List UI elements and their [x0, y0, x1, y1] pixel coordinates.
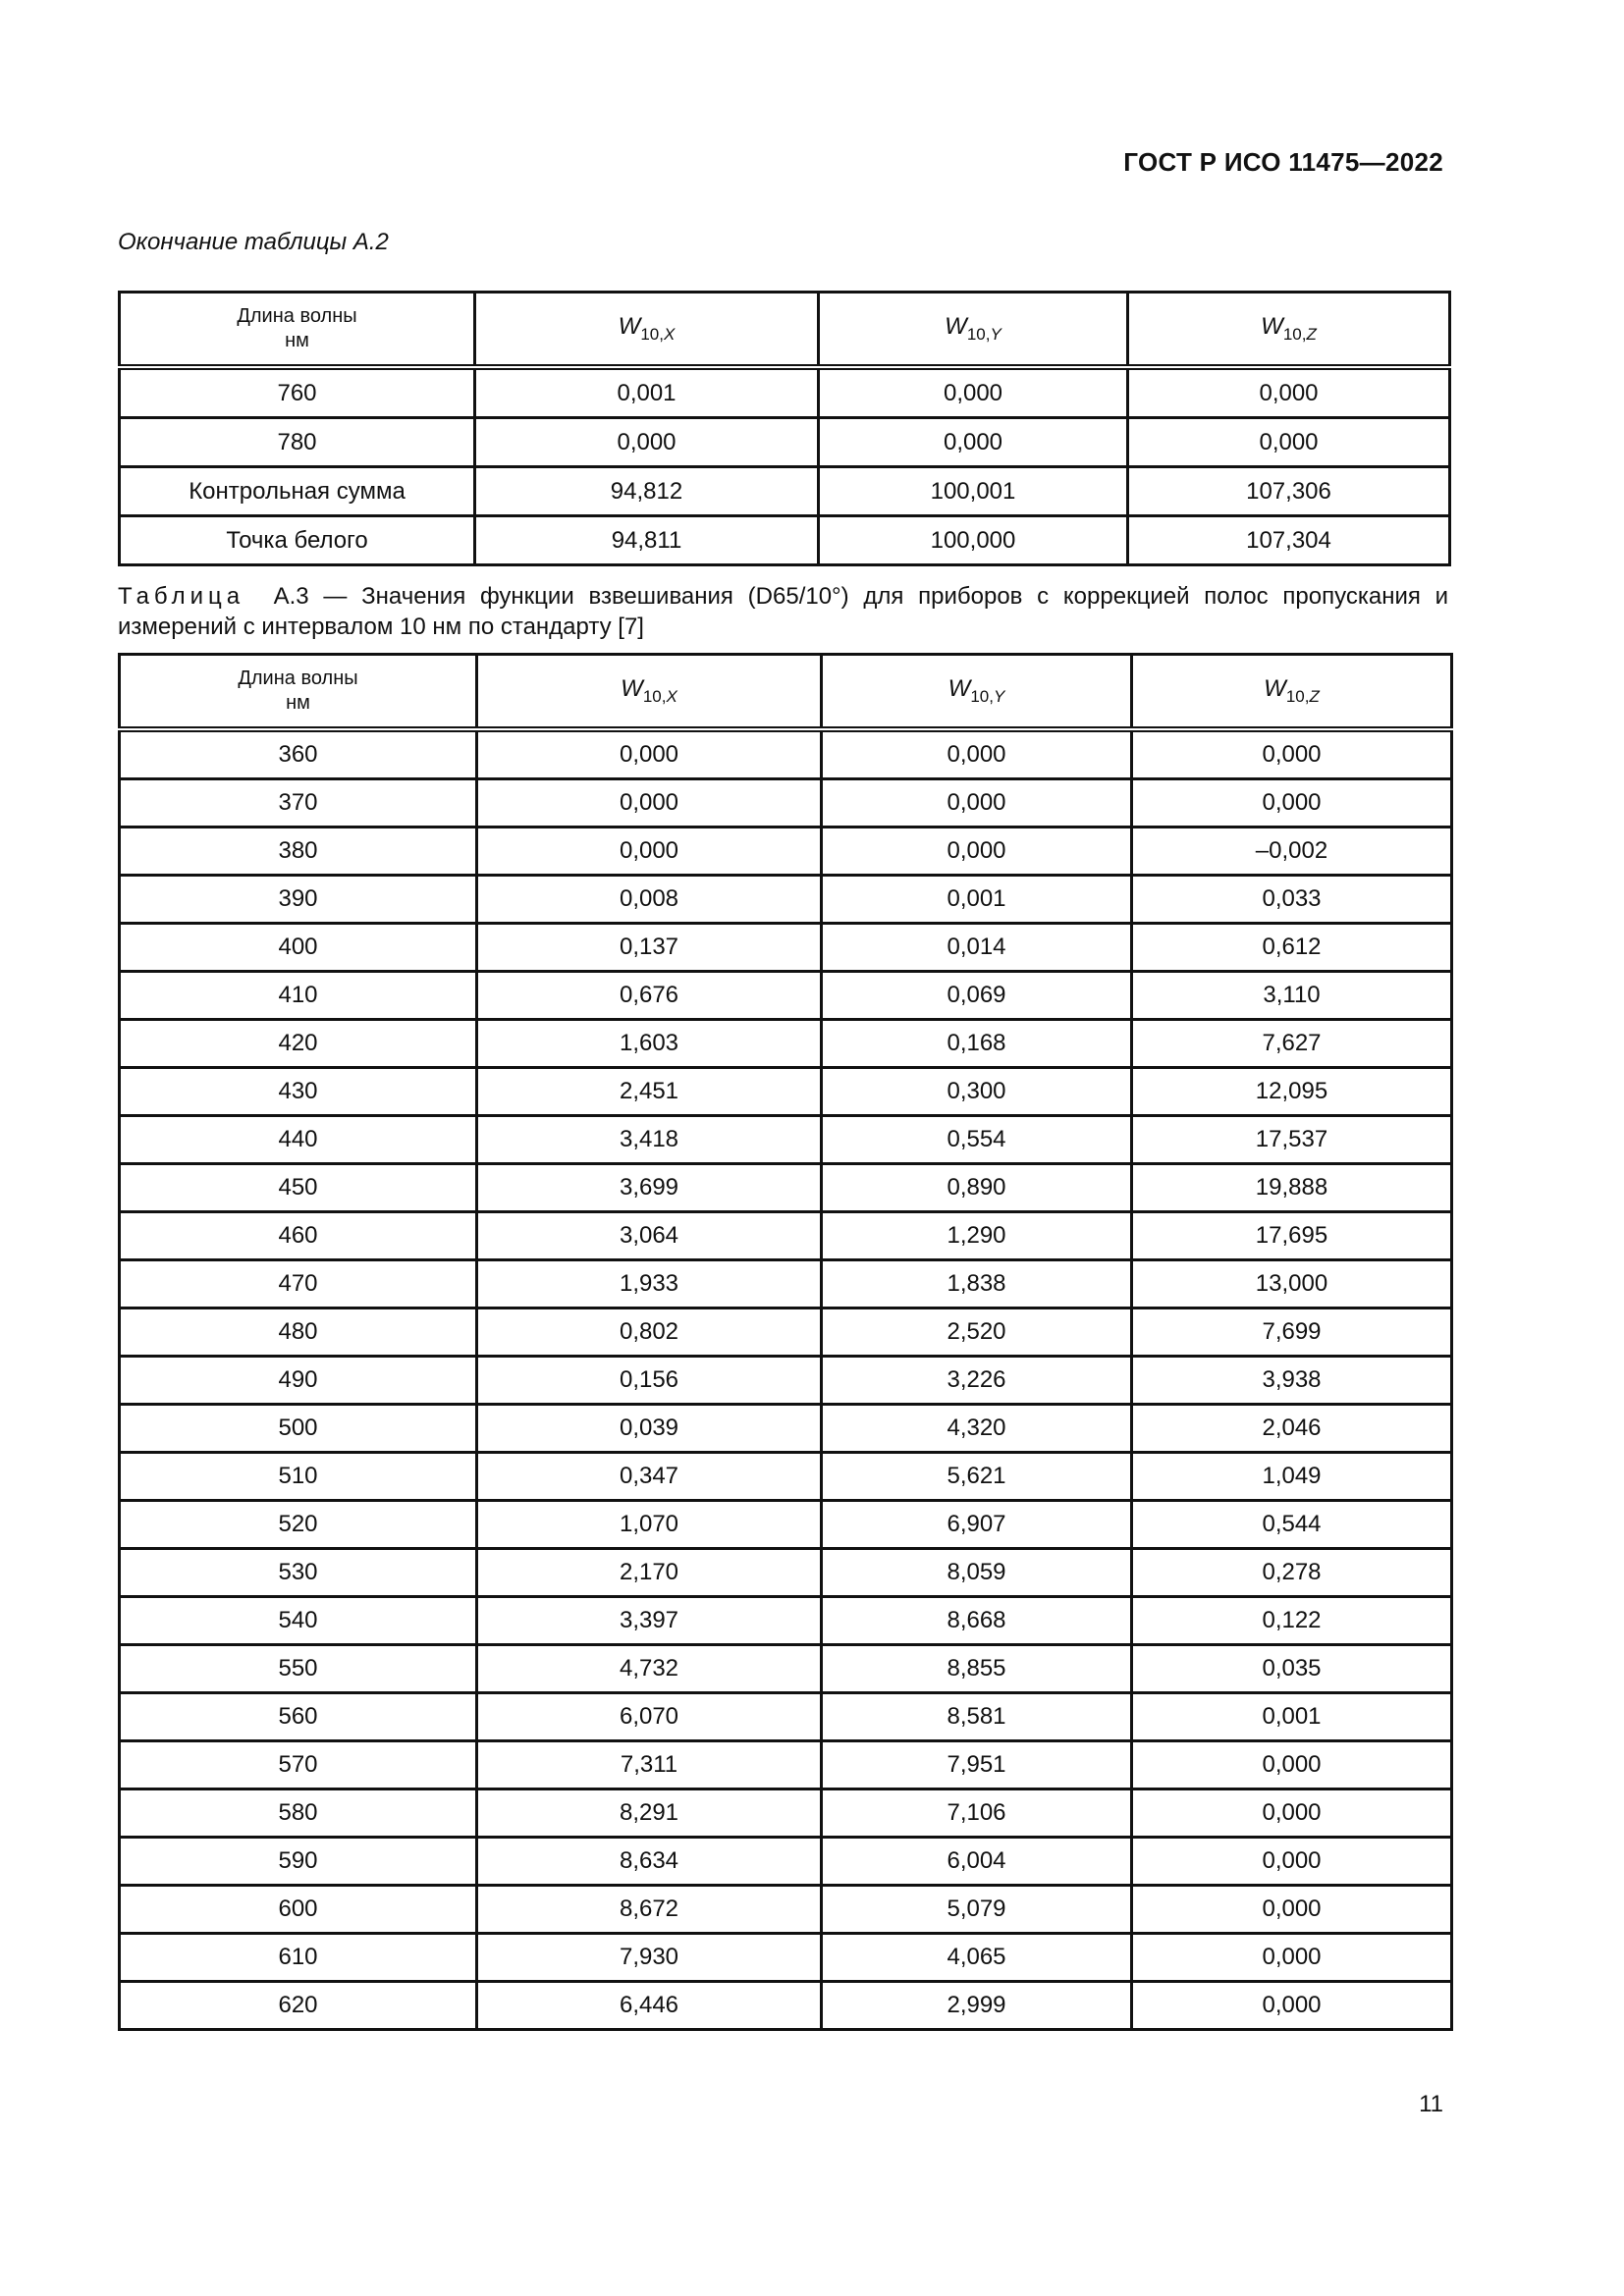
- header-w10z: [1132, 655, 1452, 730]
- cell-w10z: 0,033: [1132, 876, 1452, 924]
- table-row: [120, 1357, 1452, 1405]
- cell-wavelength: 560: [120, 1693, 477, 1741]
- cell-w10z: 0,001: [1132, 1693, 1452, 1741]
- w-subscript: 10,: [1285, 687, 1310, 706]
- cell-w10z: 7,699: [1132, 1308, 1452, 1357]
- table-row: [120, 1886, 1452, 1934]
- cell-w10z: 107,304: [1128, 516, 1450, 565]
- table-row: [120, 1645, 1452, 1693]
- w-subscript: 10,: [966, 325, 991, 344]
- cell-wavelength: 570: [120, 1741, 477, 1789]
- cell-w10y: 0,000: [822, 828, 1132, 876]
- cell-w10y: 0,890: [822, 1164, 1132, 1212]
- table-a2-body: [120, 367, 1450, 565]
- cell-w10x: 0,347: [477, 1453, 822, 1501]
- cell-w10z: 3,110: [1132, 972, 1452, 1020]
- w-symbol: W: [945, 313, 967, 340]
- table-row: [120, 1068, 1452, 1116]
- table-a3-body: [120, 729, 1452, 2030]
- cell-w10y: 8,855: [822, 1645, 1132, 1693]
- w-symbol: W: [1264, 675, 1286, 702]
- header-w10y: [819, 293, 1128, 368]
- table-row: [120, 1260, 1452, 1308]
- table-continuation-label: Окончание таблицы А.2: [118, 229, 389, 255]
- cell-w10y: 8,668: [822, 1597, 1132, 1645]
- cell-w10z: 7,627: [1132, 1020, 1452, 1068]
- cell-w10x: 1,603: [477, 1020, 822, 1068]
- cell-w10z: 0,000: [1128, 367, 1450, 418]
- cell-w10y: 0,168: [822, 1020, 1132, 1068]
- cell-w10x: 0,001: [475, 367, 819, 418]
- cell-w10x: 3,418: [477, 1116, 822, 1164]
- cell-w10y: 100,000: [819, 516, 1128, 565]
- table-row: [120, 1116, 1452, 1164]
- cell-w10y: 0,554: [822, 1116, 1132, 1164]
- cell-w10z: 0,000: [1132, 1838, 1452, 1886]
- w-subscript: 10,: [642, 687, 667, 706]
- cell-wavelength: 610: [120, 1934, 477, 1982]
- cell-w10x: 8,291: [477, 1789, 822, 1838]
- cell-wavelength: Контрольная сумма: [120, 467, 475, 516]
- cell-w10x: 0,137: [477, 924, 822, 972]
- cell-w10z: 0,000: [1132, 1886, 1452, 1934]
- header-wavelength: [120, 655, 477, 730]
- cell-w10y: 0,300: [822, 1068, 1132, 1116]
- cell-w10y: 2,520: [822, 1308, 1132, 1357]
- document-code: ГОСТ Р ИСО 11475—2022: [1123, 147, 1443, 177]
- table-row: [120, 1549, 1452, 1597]
- cell-w10z: 0,000: [1132, 1934, 1452, 1982]
- table-row: [120, 1982, 1452, 2030]
- table-a3: [118, 653, 1453, 2031]
- table-row: [120, 418, 1450, 467]
- cell-w10x: 0,000: [477, 779, 822, 828]
- cell-w10x: 3,064: [477, 1212, 822, 1260]
- cell-w10x: 8,672: [477, 1886, 822, 1934]
- cell-wavelength: 360: [120, 729, 477, 779]
- cell-w10y: 5,621: [822, 1453, 1132, 1501]
- header-w10y: [822, 655, 1132, 730]
- table-row: [120, 1838, 1452, 1886]
- cell-w10y: 6,907: [822, 1501, 1132, 1549]
- cell-w10x: 3,397: [477, 1597, 822, 1645]
- table-row: [120, 367, 1450, 418]
- cell-w10x: 0,156: [477, 1357, 822, 1405]
- cell-w10y: 0,001: [822, 876, 1132, 924]
- w-subscript: 10,: [640, 325, 664, 344]
- cell-w10z: 1,049: [1132, 1453, 1452, 1501]
- cell-wavelength: 420: [120, 1020, 477, 1068]
- table-row: [120, 1789, 1452, 1838]
- table-row: [120, 1453, 1452, 1501]
- table-row: [120, 1741, 1452, 1789]
- cell-wavelength: 440: [120, 1116, 477, 1164]
- w-axis-x: X: [663, 325, 676, 344]
- w-symbol: W: [621, 675, 643, 702]
- table-header-row: [120, 655, 1452, 730]
- cell-w10y: 3,226: [822, 1357, 1132, 1405]
- cell-w10x: 1,933: [477, 1260, 822, 1308]
- cell-w10y: 1,838: [822, 1260, 1132, 1308]
- cell-w10x: 2,170: [477, 1549, 822, 1597]
- cell-wavelength: 500: [120, 1405, 477, 1453]
- cell-w10x: 0,676: [477, 972, 822, 1020]
- table-row: [120, 729, 1452, 779]
- header-w10x: [477, 655, 822, 730]
- table-row: [120, 779, 1452, 828]
- cell-w10x: 0,802: [477, 1308, 822, 1357]
- cell-w10y: 4,065: [822, 1934, 1132, 1982]
- table-row: [120, 1308, 1452, 1357]
- cell-w10z: 0,612: [1132, 924, 1452, 972]
- cell-w10x: 6,070: [477, 1693, 822, 1741]
- table-row: [120, 1164, 1452, 1212]
- cell-wavelength: 380: [120, 828, 477, 876]
- table-row: [120, 1934, 1452, 1982]
- summary-row: [120, 467, 1450, 516]
- header-w10x: [475, 293, 819, 368]
- table-a2: [118, 291, 1451, 566]
- w-axis-z: Z: [1309, 687, 1320, 706]
- w-symbol: W: [618, 313, 641, 340]
- cell-w10z: 107,306: [1128, 467, 1450, 516]
- cell-wavelength: 480: [120, 1308, 477, 1357]
- cell-wavelength: 780: [120, 418, 475, 467]
- cell-wavelength: 510: [120, 1453, 477, 1501]
- cell-wavelength: 760: [120, 367, 475, 418]
- table-a3-caption: [118, 581, 1448, 642]
- cell-w10y: 7,106: [822, 1789, 1132, 1838]
- cell-w10x: 0,000: [477, 729, 822, 779]
- w-subscript: 10,: [970, 687, 994, 706]
- cell-w10x: 6,446: [477, 1982, 822, 2030]
- cell-w10z: 13,000: [1132, 1260, 1452, 1308]
- cell-w10x: 2,451: [477, 1068, 822, 1116]
- cell-w10z: 0,000: [1132, 1789, 1452, 1838]
- cell-wavelength: Точка белого: [120, 516, 475, 565]
- cell-wavelength: 460: [120, 1212, 477, 1260]
- cell-w10x: 1,070: [477, 1501, 822, 1549]
- cell-wavelength: 600: [120, 1886, 477, 1934]
- cell-wavelength: 430: [120, 1068, 477, 1116]
- cell-w10z: 19,888: [1132, 1164, 1452, 1212]
- cell-w10y: 0,069: [822, 972, 1132, 1020]
- header-wavelength-unit: нм: [285, 330, 309, 351]
- cell-wavelength: 490: [120, 1357, 477, 1405]
- cell-wavelength: 580: [120, 1789, 477, 1838]
- table-row: [120, 1501, 1452, 1549]
- cell-w10z: 17,537: [1132, 1116, 1452, 1164]
- cell-w10z: 0,000: [1128, 418, 1450, 467]
- cell-wavelength: 540: [120, 1597, 477, 1645]
- table-row: [120, 1020, 1452, 1068]
- cell-w10y: 100,001: [819, 467, 1128, 516]
- cell-wavelength: 620: [120, 1982, 477, 2030]
- table-row: [120, 972, 1452, 1020]
- cell-w10y: 0,014: [822, 924, 1132, 972]
- cell-wavelength: 400: [120, 924, 477, 972]
- cell-wavelength: 550: [120, 1645, 477, 1693]
- cell-w10y: 5,079: [822, 1886, 1132, 1934]
- w-axis-y: Y: [990, 325, 1001, 344]
- cell-w10y: 6,004: [822, 1838, 1132, 1886]
- cell-w10x: 4,732: [477, 1645, 822, 1693]
- cell-w10x: 7,930: [477, 1934, 822, 1982]
- cell-wavelength: 450: [120, 1164, 477, 1212]
- table-row: [120, 1405, 1452, 1453]
- cell-w10y: 0,000: [822, 779, 1132, 828]
- cell-w10x: 7,311: [477, 1741, 822, 1789]
- table-row: [120, 1212, 1452, 1260]
- cell-w10z: 12,095: [1132, 1068, 1452, 1116]
- cell-wavelength: 410: [120, 972, 477, 1020]
- cell-w10x: 0,039: [477, 1405, 822, 1453]
- cell-w10z: 0,000: [1132, 729, 1452, 779]
- caption-label: Таблица: [118, 583, 245, 610]
- cell-wavelength: 530: [120, 1549, 477, 1597]
- cell-wavelength: 390: [120, 876, 477, 924]
- table-header-row: [120, 293, 1450, 368]
- header-wavelength: [120, 293, 475, 368]
- cell-w10y: 7,951: [822, 1741, 1132, 1789]
- cell-wavelength: 370: [120, 779, 477, 828]
- cell-w10x: 0,008: [477, 876, 822, 924]
- cell-w10y: 1,290: [822, 1212, 1132, 1260]
- cell-w10z: 0,122: [1132, 1597, 1452, 1645]
- header-wavelength-unit: нм: [286, 692, 310, 714]
- cell-w10z: –0,002: [1132, 828, 1452, 876]
- cell-w10x: 0,000: [475, 418, 819, 467]
- cell-w10y: 0,000: [822, 729, 1132, 779]
- cell-w10y: 8,059: [822, 1549, 1132, 1597]
- header-wavelength-label: Длина волны: [237, 305, 357, 327]
- cell-w10z: 0,035: [1132, 1645, 1452, 1693]
- cell-wavelength: 590: [120, 1838, 477, 1886]
- cell-w10z: 0,000: [1132, 1741, 1452, 1789]
- header-w10z: [1128, 293, 1450, 368]
- table-row: [120, 876, 1452, 924]
- w-symbol: W: [947, 675, 971, 702]
- cell-w10z: 0,544: [1132, 1501, 1452, 1549]
- cell-w10x: 94,811: [475, 516, 819, 565]
- header-wavelength-label: Длина волны: [238, 667, 358, 689]
- page-number: 11: [1419, 2091, 1443, 2117]
- cell-wavelength: 470: [120, 1260, 477, 1308]
- cell-w10x: 8,634: [477, 1838, 822, 1886]
- cell-w10y: 2,999: [822, 1982, 1132, 2030]
- w-axis-z: Z: [1306, 325, 1317, 344]
- caption-text: А.3 — Значения функции взвешивания (D65/10°) для приборов с коррекцией полос пропускания и измерений с интервалом 10 нм по стандарту [7]: [118, 583, 1448, 640]
- cell-w10y: 0,000: [819, 418, 1128, 467]
- table-row: [120, 1693, 1452, 1741]
- cell-w10x: 3,699: [477, 1164, 822, 1212]
- cell-w10x: 0,000: [477, 828, 822, 876]
- table-row: [120, 924, 1452, 972]
- w-axis-x: X: [666, 687, 677, 706]
- cell-w10y: 0,000: [819, 367, 1128, 418]
- cell-w10z: 0,278: [1132, 1549, 1452, 1597]
- cell-wavelength: 520: [120, 1501, 477, 1549]
- summary-row: [120, 516, 1450, 565]
- cell-w10z: 0,000: [1132, 1982, 1452, 2030]
- cell-w10z: 2,046: [1132, 1405, 1452, 1453]
- w-axis-y: Y: [993, 687, 1005, 706]
- table-row: [120, 1597, 1452, 1645]
- cell-w10y: 8,581: [822, 1693, 1132, 1741]
- cell-w10y: 4,320: [822, 1405, 1132, 1453]
- cell-w10z: 0,000: [1132, 779, 1452, 828]
- table-row: [120, 828, 1452, 876]
- w-subscript: 10,: [1282, 325, 1307, 344]
- w-symbol: W: [1261, 313, 1283, 340]
- cell-w10z: 3,938: [1132, 1357, 1452, 1405]
- cell-w10x: 94,812: [475, 467, 819, 516]
- cell-w10z: 17,695: [1132, 1212, 1452, 1260]
